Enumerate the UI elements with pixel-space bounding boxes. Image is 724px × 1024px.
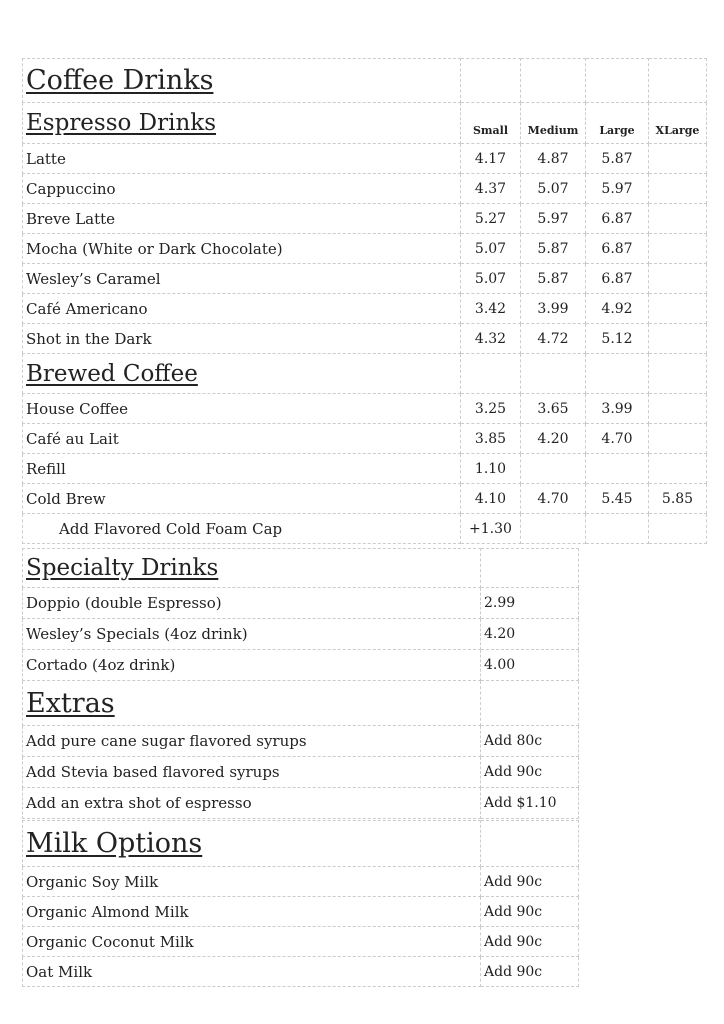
menu-item-row (23, 927, 579, 957)
item-price: Add 90c (481, 867, 579, 897)
section-heading: Milk Options (23, 821, 481, 867)
menu-item-row (23, 957, 579, 987)
item-name: Cold Brew (23, 484, 461, 514)
menu-item-row (23, 144, 707, 174)
size-header: Large (586, 103, 649, 144)
item-price: 5.85 (649, 484, 707, 514)
item-price: 5.97 (521, 204, 586, 234)
item-price: 4.70 (521, 484, 586, 514)
item-price: Add $1.10 (481, 788, 579, 819)
menu-item-row (23, 454, 707, 484)
item-name: Add pure cane sugar flavored syrups (23, 726, 481, 757)
item-name: Café au Lait (23, 424, 461, 454)
milk-options-table (22, 820, 579, 987)
item-name: Café Americano (23, 294, 461, 324)
item-price (586, 454, 649, 484)
item-price: 4.72 (521, 324, 586, 354)
item-name: Add Stevia based flavored syrups (23, 757, 481, 788)
menu-item-row (23, 424, 707, 454)
menu-item-row (23, 726, 579, 757)
item-price: 5.97 (586, 174, 649, 204)
menu-item-row (23, 619, 579, 650)
menu-item-row (23, 867, 579, 897)
item-price: 3.42 (461, 294, 521, 324)
menu-item-row (23, 264, 707, 294)
item-price (649, 234, 707, 264)
menu-item-row (23, 294, 707, 324)
item-price: 4.10 (461, 484, 521, 514)
section-heading: Extras (23, 681, 481, 726)
menu-item-row (23, 324, 707, 354)
item-price (586, 514, 649, 544)
item-price: 5.87 (521, 234, 586, 264)
item-name: Doppio (double Espresso) (23, 588, 481, 619)
item-name: House Coffee (23, 394, 461, 424)
item-price: 4.20 (521, 424, 586, 454)
item-price: 3.65 (521, 394, 586, 424)
item-price: 4.32 (461, 324, 521, 354)
item-name: Organic Coconut Milk (23, 927, 481, 957)
item-price: 4.17 (461, 144, 521, 174)
section-heading: Espresso Drinks (23, 103, 461, 144)
item-price: 1.10 (461, 454, 521, 484)
item-name: Latte (23, 144, 461, 174)
item-price: Add 90c (481, 897, 579, 927)
section-heading: Specialty Drinks (23, 549, 481, 588)
item-price: Add 90c (481, 957, 579, 987)
menu-item-row (23, 204, 707, 234)
menu-item-row (23, 484, 707, 514)
item-price: 6.87 (586, 264, 649, 294)
menu-item-row (23, 234, 707, 264)
item-price: 6.87 (586, 204, 649, 234)
item-name: Breve Latte (23, 204, 461, 234)
menu-item-row (23, 757, 579, 788)
item-price: 2.99 (481, 588, 579, 619)
item-name: Shot in the Dark (23, 324, 461, 354)
size-header: XLarge (649, 103, 707, 144)
section-heading: Brewed Coffee (23, 354, 461, 394)
item-price: 5.12 (586, 324, 649, 354)
item-name: Organic Almond Milk (23, 897, 481, 927)
item-price (649, 514, 707, 544)
item-name: Wesley’s Caramel (23, 264, 461, 294)
item-price: 5.07 (461, 234, 521, 264)
menu-item-row (23, 394, 707, 424)
item-price (649, 394, 707, 424)
item-price: 3.99 (521, 294, 586, 324)
item-name: Organic Soy Milk (23, 867, 481, 897)
item-price: 5.27 (461, 204, 521, 234)
item-name: Refill (23, 454, 461, 484)
menu-item-row (23, 897, 579, 927)
item-name: Add Flavored Cold Foam Cap (23, 514, 461, 544)
item-name: Cappuccino (23, 174, 461, 204)
item-price: 4.70 (586, 424, 649, 454)
item-name: Wesley’s Specials (4oz drink) (23, 619, 481, 650)
item-price: 4.00 (481, 650, 579, 681)
item-price (521, 514, 586, 544)
item-price: 5.07 (521, 174, 586, 204)
item-price: Add 90c (481, 927, 579, 957)
item-name: Oat Milk (23, 957, 481, 987)
menu-item-row (23, 588, 579, 619)
item-price (521, 454, 586, 484)
item-price: +1.30 (461, 514, 521, 544)
item-price (649, 144, 707, 174)
item-price: 3.99 (586, 394, 649, 424)
specialty-extras-table (22, 548, 579, 819)
menu-item-row (23, 514, 707, 544)
item-price (649, 174, 707, 204)
item-price: 5.07 (461, 264, 521, 294)
item-price: 3.85 (461, 424, 521, 454)
item-price: 5.45 (586, 484, 649, 514)
page-title: Coffee Drinks (23, 59, 461, 103)
size-header: Small (461, 103, 521, 144)
item-price: 5.87 (521, 264, 586, 294)
menu-item-row (23, 174, 707, 204)
item-price: 4.87 (521, 144, 586, 174)
item-name: Mocha (White or Dark Chocolate) (23, 234, 461, 264)
item-price: 3.25 (461, 394, 521, 424)
item-price (649, 454, 707, 484)
item-price: Add 80c (481, 726, 579, 757)
item-price: 6.87 (586, 234, 649, 264)
item-price: 4.92 (586, 294, 649, 324)
size-header: Medium (521, 103, 586, 144)
item-price: Add 90c (481, 757, 579, 788)
item-price: 4.37 (461, 174, 521, 204)
item-price (649, 424, 707, 454)
item-price (649, 204, 707, 234)
item-price (649, 264, 707, 294)
menu-item-row (23, 650, 579, 681)
item-price: 4.20 (481, 619, 579, 650)
item-name: Cortado (4oz drink) (23, 650, 481, 681)
espresso-header-row (23, 103, 707, 144)
item-price (649, 294, 707, 324)
menu-item-row (23, 788, 579, 819)
item-price (649, 324, 707, 354)
item-name: Add an extra shot of espresso (23, 788, 481, 819)
item-price: 5.87 (586, 144, 649, 174)
coffee-drinks-table (22, 58, 707, 544)
